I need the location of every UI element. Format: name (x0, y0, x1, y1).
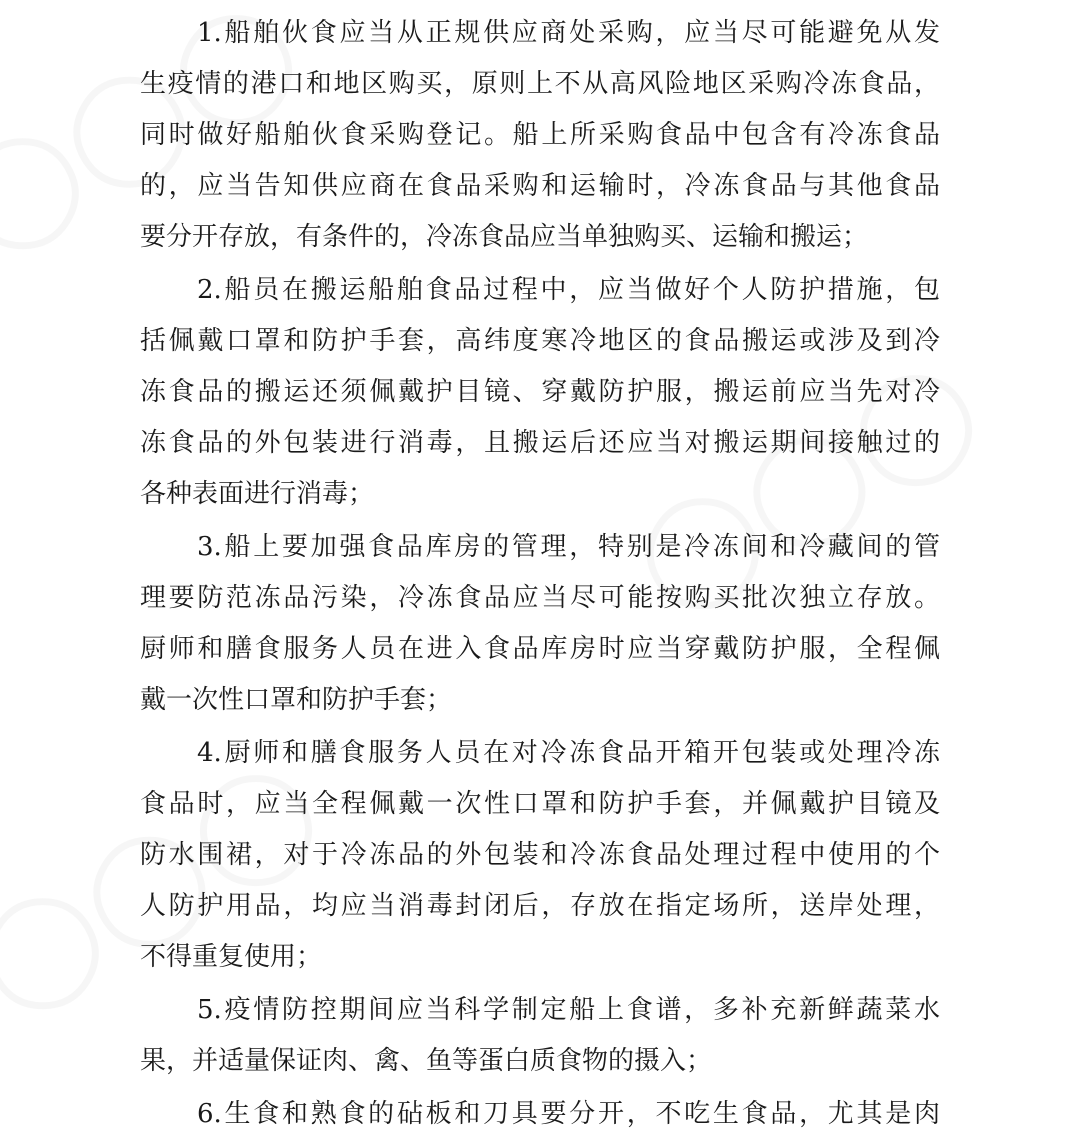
text-line: 人防护用品，均应当消毒封闭后，存放在指定场所，送岸处理， (140, 891, 940, 921)
text-line: 冻食品的外包装进行消毒，且搬运后还应当对搬运期间接触过的 (140, 428, 940, 458)
text-line: 2.船员在搬运船舶食品过程中，应当做好个人防护措施，包 (197, 275, 940, 305)
paragraph-1 (140, 8, 940, 263)
text-line: 6.生食和熟食的砧板和刀具要分开，不吃生食品，尤其是肉 (197, 1099, 940, 1129)
text-line: 理要防范冻品污染，冷冻食品应当尽可能按购买批次独立存放。 (140, 583, 940, 613)
paragraph-3 (140, 522, 940, 726)
text-line: 同时做好船舶伙食采购登记。船上所采购食品中包含有冷冻食品 (140, 120, 940, 150)
text-line: 括佩戴口罩和防护手套，高纬度寒冷地区的食品搬运或涉及到冷 (140, 326, 940, 356)
text-line: 1.船舶伙食应当从正规供应商处采购，应当尽可能避免从发 (197, 18, 940, 48)
paragraph-2 (140, 265, 940, 520)
paragraph-6 (140, 1089, 940, 1140)
text-line: 厨师和膳食服务人员在进入食品库房时应当穿戴防护服，全程佩 (140, 634, 940, 664)
text-line: 5.疫情防控期间应当科学制定船上食谱，多补充新鲜蔬菜水 (197, 995, 940, 1025)
text-line: 4.厨师和膳食服务人员在对冷冻食品开箱开包装或处理冷冻 (197, 738, 940, 768)
paragraph-4 (140, 728, 940, 983)
text-line: 各种表面进行消毒； (140, 479, 375, 509)
text-line: 食品时，应当全程佩戴一次性口罩和防护手套，并佩戴护目镜及 (140, 789, 940, 819)
document-body (140, 8, 940, 1142)
text-line: 的，应当告知供应商在食品采购和运输时，冷冻食品与其他食品 (140, 171, 940, 201)
text-line: 要分开存放，有条件的，冷冻食品应当单独购买、运输和搬运； (140, 222, 869, 252)
text-line: 3.船上要加强食品库房的管理，特别是冷冻间和冷藏间的管 (197, 532, 940, 562)
text-line: 冻食品的搬运还须佩戴护目镜、穿戴防护服，搬运前应当先对冷 (140, 377, 940, 407)
text-line: 不得重复使用； (140, 942, 323, 972)
text-line: 防水围裙，对于冷冻品的外包装和冷冻食品处理过程中使用的个 (140, 840, 940, 870)
paragraph-5 (140, 985, 940, 1087)
text-line: 果，并适量保证肉、禽、鱼等蛋白质食物的摄入； (140, 1046, 713, 1076)
text-line: 戴一次性口罩和防护手套； (140, 685, 453, 715)
text-line: 生疫情的港口和地区购买，原则上不从高风险地区采购冷冻食品， (140, 69, 940, 99)
